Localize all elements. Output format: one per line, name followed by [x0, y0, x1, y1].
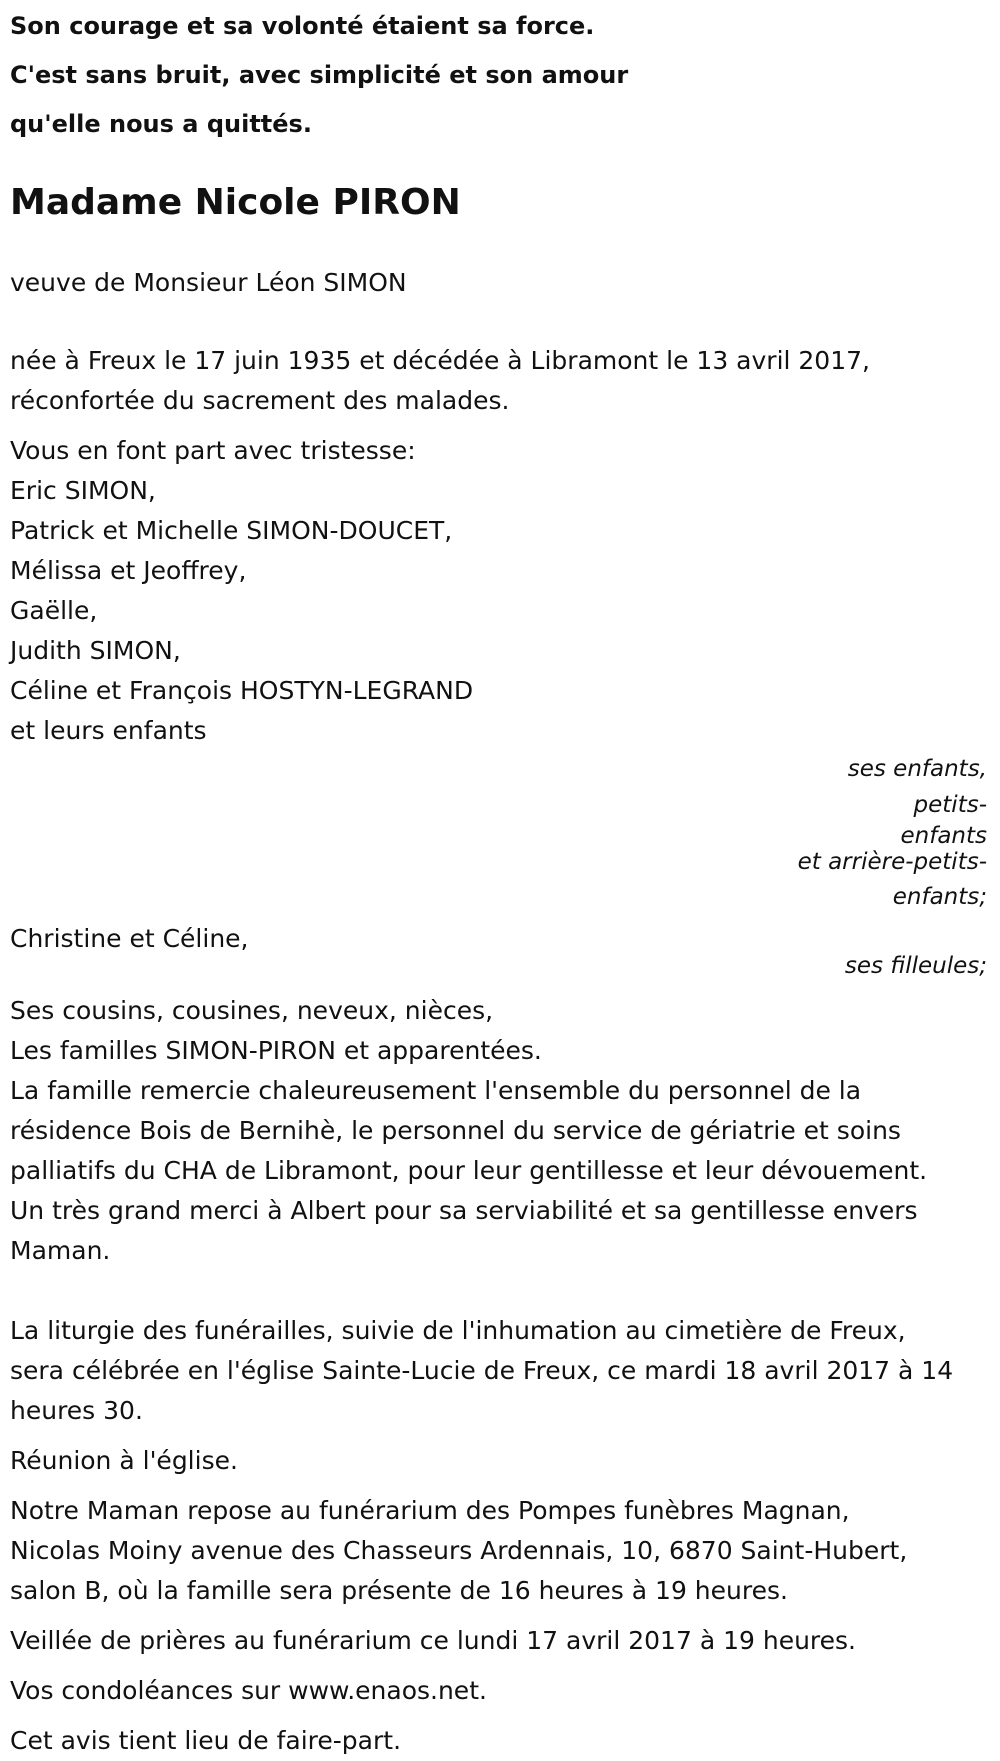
rest-line: salon B, où la famille sera présente de 16 heures à 19 heures.: [10, 1576, 788, 1605]
rest-line: Notre Maman repose au funérarium des Pompes funèbres Magnan,: [10, 1496, 850, 1525]
verse-line: qu'elle nous a quittés.: [10, 110, 312, 138]
notice-line: Cet avis tient lieu de faire-part.: [10, 1726, 402, 1755]
thanks-line: palliatifs du CHA de Libramont, pour leur gentillesse et leur dévouement.: [10, 1156, 928, 1185]
thanks-line: La famille remercie chaleureusement l'ensemble du personnel de la: [10, 1076, 862, 1105]
children-role: [787, 751, 987, 919]
deceased-name: Madame Nicole PIRON: [10, 182, 461, 223]
vigil-line: Veillée de prières au funérarium ce lundi 17 avril 2017 à 19 heures.: [10, 1626, 856, 1655]
rest-line: Nicolas Moiny avenue des Chasseurs Ardennais, 10, 6870 Saint-Hubert,: [10, 1536, 908, 1565]
children-role-line: et arrière-petits-: [797, 849, 987, 875]
family-member: Judith SIMON,: [10, 636, 181, 665]
verse-line: C'est sans bruit, avec simplicité et son amour: [10, 61, 629, 89]
spacer: [10, 1271, 985, 1311]
funeral-line: sera célébrée en l'église Sainte-Lucie de Freux, ce mardi 18 avril 2017 à 14: [10, 1356, 954, 1385]
meeting-line: Réunion à l'église.: [10, 1446, 238, 1475]
family-intro: Vous en font part avec tristesse:: [10, 436, 416, 465]
thanks-line: Un très grand merci à Albert pour sa serviabilité et sa gentillesse envers: [10, 1196, 918, 1225]
obituary-notice: [10, 0, 985, 1761]
family-member: et leurs enfants: [10, 716, 207, 745]
condolences-line: Vos condoléances sur www.enaos.net.: [10, 1676, 487, 1705]
verse-line: Son courage et sa volonté étaient sa force.: [10, 12, 595, 40]
godchildren: Christine et Céline,: [10, 924, 249, 953]
families-line: Les familles SIMON-PIRON et apparentées.: [10, 1036, 542, 1065]
funeral-line: La liturgie des funérailles, suivie de l'inhumation au cimetière de Freux,: [10, 1316, 906, 1345]
children-role-line: enfants;: [892, 884, 987, 910]
sacrament-line: réconfortée du sacrement des malades.: [10, 386, 510, 415]
thanks-line: Maman.: [10, 1236, 111, 1265]
family-member: Patrick et Michelle SIMON-DOUCET,: [10, 516, 453, 545]
family-member: Mélissa et Jeoffrey,: [10, 556, 247, 585]
verse: [10, 0, 985, 149]
funeral-line: heures 30.: [10, 1396, 143, 1425]
family-member: Gaëlle,: [10, 596, 98, 625]
family-member: Céline et François HOSTYN-LEGRAND: [10, 676, 474, 705]
children-role-line: ses enfants, petits-: [847, 756, 987, 818]
family-member: Eric SIMON,: [10, 476, 156, 505]
thanks-line: résidence Bois de Bernihè, le personnel du service de gériatrie et soins: [10, 1116, 901, 1145]
cousins-line: Ses cousins, cousines, neveux, nièces,: [10, 996, 494, 1025]
children-role-line: enfants: [900, 823, 987, 849]
birth-death-line: née à Freux le 17 juin 1935 et décédée à Libramont le 13 avril 2017,: [10, 346, 870, 375]
widow-of: veuve de Monsieur Léon SIMON: [10, 268, 407, 297]
godchildren-role: ses filleules;: [844, 953, 987, 979]
